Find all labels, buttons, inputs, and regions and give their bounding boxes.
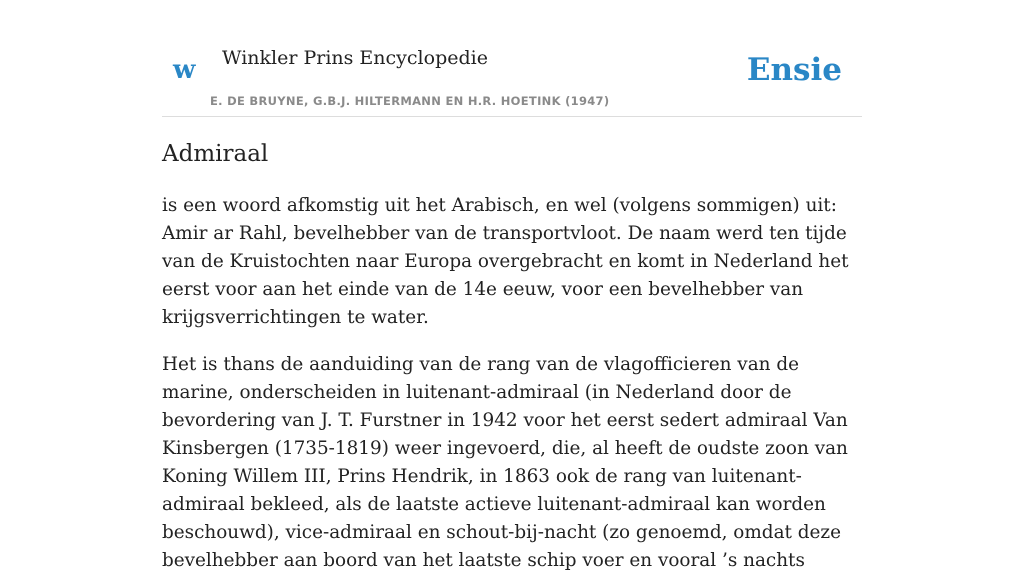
article: [162, 136, 862, 575]
article-paragraph: Het is thans de aanduiding van de rang van de vlagofficieren van de marine, onderscheiden in luitenant-admiraal (in Nederland door de bevordering van J. T. Furstner in 1942 voor het eerst sedert admiraal Van Kinsbergen (1735-1819) weer ingevoerd, die, al heeft de oudste zoon van Koning Willem III, Prins Hendrik, in 1863 ook de rang van luitenant-admiraal bekleed, als de laatste actieve luitenant-admiraal kan worden beschouwd), vice-admiraal en schout-bij-nacht (zo genoemd, omdat deze bevelhebber aan boord van het laatste schip voer en vooral ’s nachts: [162, 354, 848, 571]
article-paragraph: is een woord afkomstig uit het Arabisch, en wel (volgens sommigen) uit: Amir ar Rahl, bevelhebber van de transportvloot. De naam werd ten tijde van de Kruistochten naar Europa overgebracht en komt in Nederland het eerst voor aan het einde van de 14e eeuw, voor een bevelhebber van krijgsverrichtingen te water.: [162, 195, 849, 328]
book-authors: E. DE BRUYNE, G.B.J. HILTERMANN EN H.R. HOETINK (1947): [210, 94, 610, 108]
book-logo-icon[interactable]: w: [173, 55, 196, 85]
book-title[interactable]: Winkler Prins Encyclopedie: [222, 47, 488, 69]
article-title: Admiraal: [162, 141, 269, 167]
ensie-logo-link[interactable]: Ensie: [746, 52, 842, 88]
site-header: [162, 0, 862, 117]
